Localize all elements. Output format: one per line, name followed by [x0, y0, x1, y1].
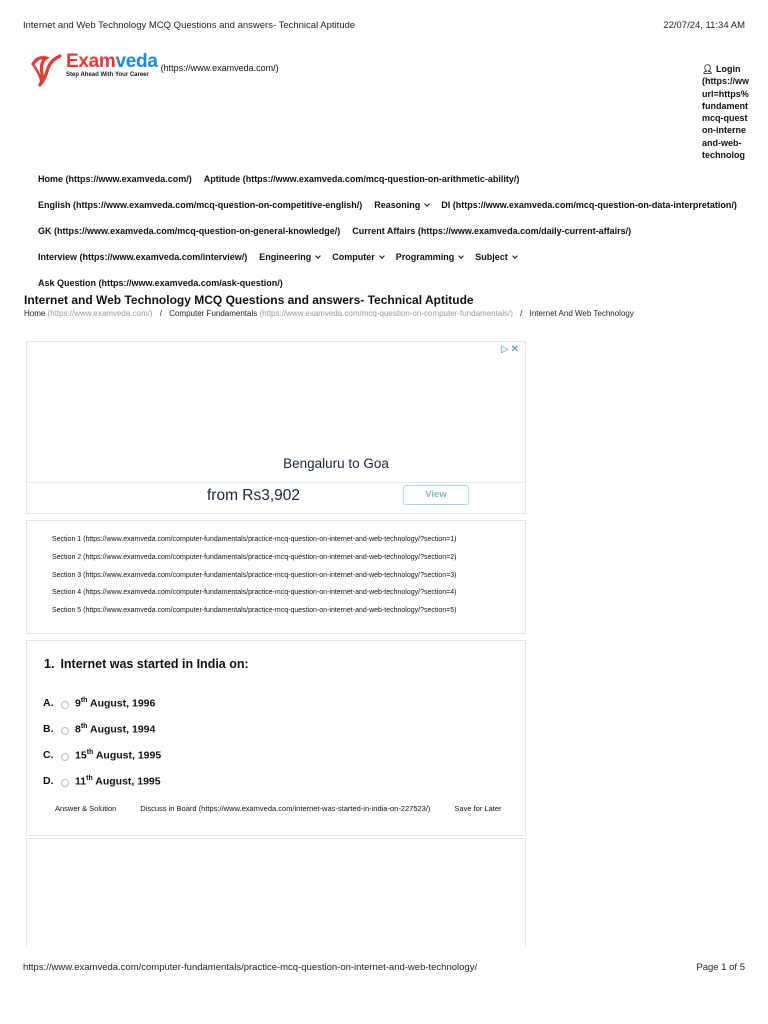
nav-ask-question[interactable]: Ask Question (https://www.examveda.com/ask-question/)	[38, 278, 283, 288]
breadcrumb-separator: /	[159, 309, 162, 318]
radio-button[interactable]	[61, 701, 69, 709]
question-text: Internet was started in India on:	[60, 657, 249, 671]
login-line-4: fundament	[702, 100, 748, 111]
logo-mark-icon	[30, 52, 64, 88]
nav-engineering-label: Engineering	[259, 252, 312, 262]
chevron-down-icon	[379, 253, 385, 259]
nav-aptitude[interactable]: Aptitude (https://www.examveda.com/mcq-question-on-arithmetic-ability/)	[203, 174, 520, 184]
print-header	[23, 20, 745, 31]
nav-subject[interactable]	[475, 252, 517, 262]
radio-button[interactable]	[61, 753, 69, 761]
logo-url[interactable]: (https://www.examveda.com/)	[160, 63, 279, 73]
login-line-5: mcq-quest	[702, 113, 748, 124]
page-title: Internet and Web Technology MCQ Questions and answers- Technical Aptitude	[24, 293, 474, 307]
breadcrumb-home-url: (https://www.examveda.com/)	[47, 309, 153, 318]
answer-solution-button[interactable]: Answer & Solution	[55, 804, 117, 813]
nav-engineering[interactable]	[259, 252, 320, 262]
chevron-down-icon	[458, 253, 464, 259]
breadcrumb-category[interactable]: Computer Fundamentals	[169, 309, 258, 318]
user-icon: 👤︎	[702, 64, 714, 74]
nav-home[interactable]: Home (https://www.examveda.com/)	[38, 174, 192, 184]
print-datetime: 22/07/24, 11:34 AM	[663, 20, 745, 31]
login-line-8: technolog	[702, 150, 745, 161]
ad-route: Bengaluru to Goa	[283, 456, 389, 471]
section-link-2[interactable]: Section 2 (https://www.examveda.com/computer-fundamentals/practice-mcq-question-on-internet-and-web-technology/?section=2)	[52, 553, 457, 561]
question-actions	[55, 804, 526, 813]
option-d[interactable]	[43, 775, 161, 788]
option-letter: B.	[43, 723, 54, 736]
option-text: 15th August, 1995	[75, 749, 162, 762]
nav-current-affairs[interactable]: Current Affairs (https://www.examveda.com/daily-current-affairs/)	[352, 226, 632, 236]
chevron-down-icon	[512, 253, 518, 259]
option-letter: C.	[43, 749, 54, 762]
logo-tagline: Step Ahead With Your Career	[66, 72, 149, 78]
print-footer-url: https://www.examveda.com/computer-fundamentals/practice-mcq-question-on-internet-and-web-technology/	[23, 962, 478, 973]
chevron-down-icon	[315, 253, 321, 259]
question-title	[44, 657, 249, 671]
login-line-2: (https://ww	[702, 76, 749, 87]
login-line-1: 👤︎ Login	[702, 64, 741, 74]
breadcrumb-separator: /	[520, 309, 523, 318]
option-a[interactable]	[43, 697, 155, 710]
option-letter: D.	[43, 775, 54, 788]
ad-price: from Rs3,902	[207, 487, 301, 504]
option-c[interactable]	[43, 749, 161, 762]
ad-bottom-bar	[27, 482, 525, 512]
nav-row-1	[38, 174, 519, 184]
login-line-3: url=https%	[702, 88, 749, 99]
nav-reasoning[interactable]	[374, 200, 429, 210]
nav-programming-label: Programming	[395, 252, 455, 262]
nav-computer[interactable]	[332, 252, 384, 262]
option-b[interactable]	[43, 723, 155, 736]
nav-row-2	[38, 200, 737, 210]
ad-view-button[interactable]: View	[403, 485, 469, 505]
breadcrumb-current: Internet And Web Technology	[529, 309, 634, 318]
login-line-7: and-web-	[702, 137, 742, 148]
radio-button[interactable]	[61, 727, 69, 735]
print-doc-title: Internet and Web Technology MCQ Questions and answers- Technical Aptitude	[23, 20, 356, 31]
breadcrumb-category-url: (https://www.examveda.com/mcq-question-on-computer-fundamentals/)	[259, 309, 513, 318]
logo-wordmark	[66, 52, 158, 71]
print-page-label: Page 1 of 5	[696, 962, 745, 973]
nav-di[interactable]: DI (https://www.examveda.com/mcq-question-on-data-interpretation/)	[441, 200, 737, 210]
question-number: 1.	[44, 657, 55, 671]
ad-choices-icon[interactable]: ▷✕	[500, 344, 521, 355]
nav-gk[interactable]: GK (https://www.examveda.com/mcq-question-on-general-knowledge/)	[38, 226, 341, 236]
section-link-4[interactable]: Section 4 (https://www.examveda.com/computer-fundamentals/practice-mcq-question-on-internet-and-web-technology/?section=4)	[52, 589, 457, 597]
login-line-6: on-interne	[702, 125, 746, 136]
logo-text	[66, 52, 158, 78]
nav-computer-label: Computer	[332, 252, 375, 262]
nav-programming[interactable]	[396, 252, 464, 262]
nav-row-3	[38, 226, 631, 236]
section-link-1[interactable]: Section 1 (https://www.examveda.com/computer-fundamentals/practice-mcq-question-on-internet-and-web-technology/?section=1)	[52, 536, 457, 543]
radio-button[interactable]	[61, 779, 69, 787]
option-letter: A.	[43, 697, 54, 710]
breadcrumb-home[interactable]: Home	[24, 309, 46, 318]
nav-reasoning-label: Reasoning	[374, 200, 421, 210]
option-text: 11th August, 1995	[75, 775, 161, 788]
chevron-down-icon	[424, 201, 430, 207]
login-link[interactable]	[702, 63, 752, 161]
save-for-later-button[interactable]: Save for Later	[454, 804, 502, 813]
advertisement[interactable]	[26, 341, 526, 514]
section-list	[26, 520, 526, 634]
nav-interview[interactable]: Interview (https://www.examveda.com/interview/)	[38, 252, 248, 262]
next-content-box	[26, 838, 526, 946]
print-footer	[23, 962, 745, 973]
option-text: 8th August, 1994	[75, 723, 156, 736]
nav-english[interactable]: English (https://www.examveda.com/mcq-question-on-competitive-english/)	[38, 200, 363, 210]
nav-subject-label: Subject	[475, 252, 508, 262]
breadcrumb	[24, 309, 634, 318]
option-text: 9th August, 1996	[75, 697, 156, 710]
nav-row-4	[38, 252, 517, 262]
section-link-3[interactable]: Section 3 (https://www.examveda.com/computer-fundamentals/practice-mcq-question-on-internet-and-web-technology/?section=3)	[52, 571, 457, 579]
site-logo[interactable]	[30, 52, 279, 88]
logo-word-part2: veda	[115, 51, 158, 72]
logo-word-part1: Exam	[66, 51, 116, 72]
nav-row-5	[38, 278, 283, 288]
discuss-board-link[interactable]: Discuss in Board (https://www.examveda.com/internet-was-started-in-india-on-227523/)	[140, 804, 431, 813]
question-card	[26, 640, 526, 836]
section-link-5[interactable]: Section 5 (https://www.examveda.com/computer-fundamentals/practice-mcq-question-on-internet-and-web-technology/?section=5)	[52, 607, 457, 615]
